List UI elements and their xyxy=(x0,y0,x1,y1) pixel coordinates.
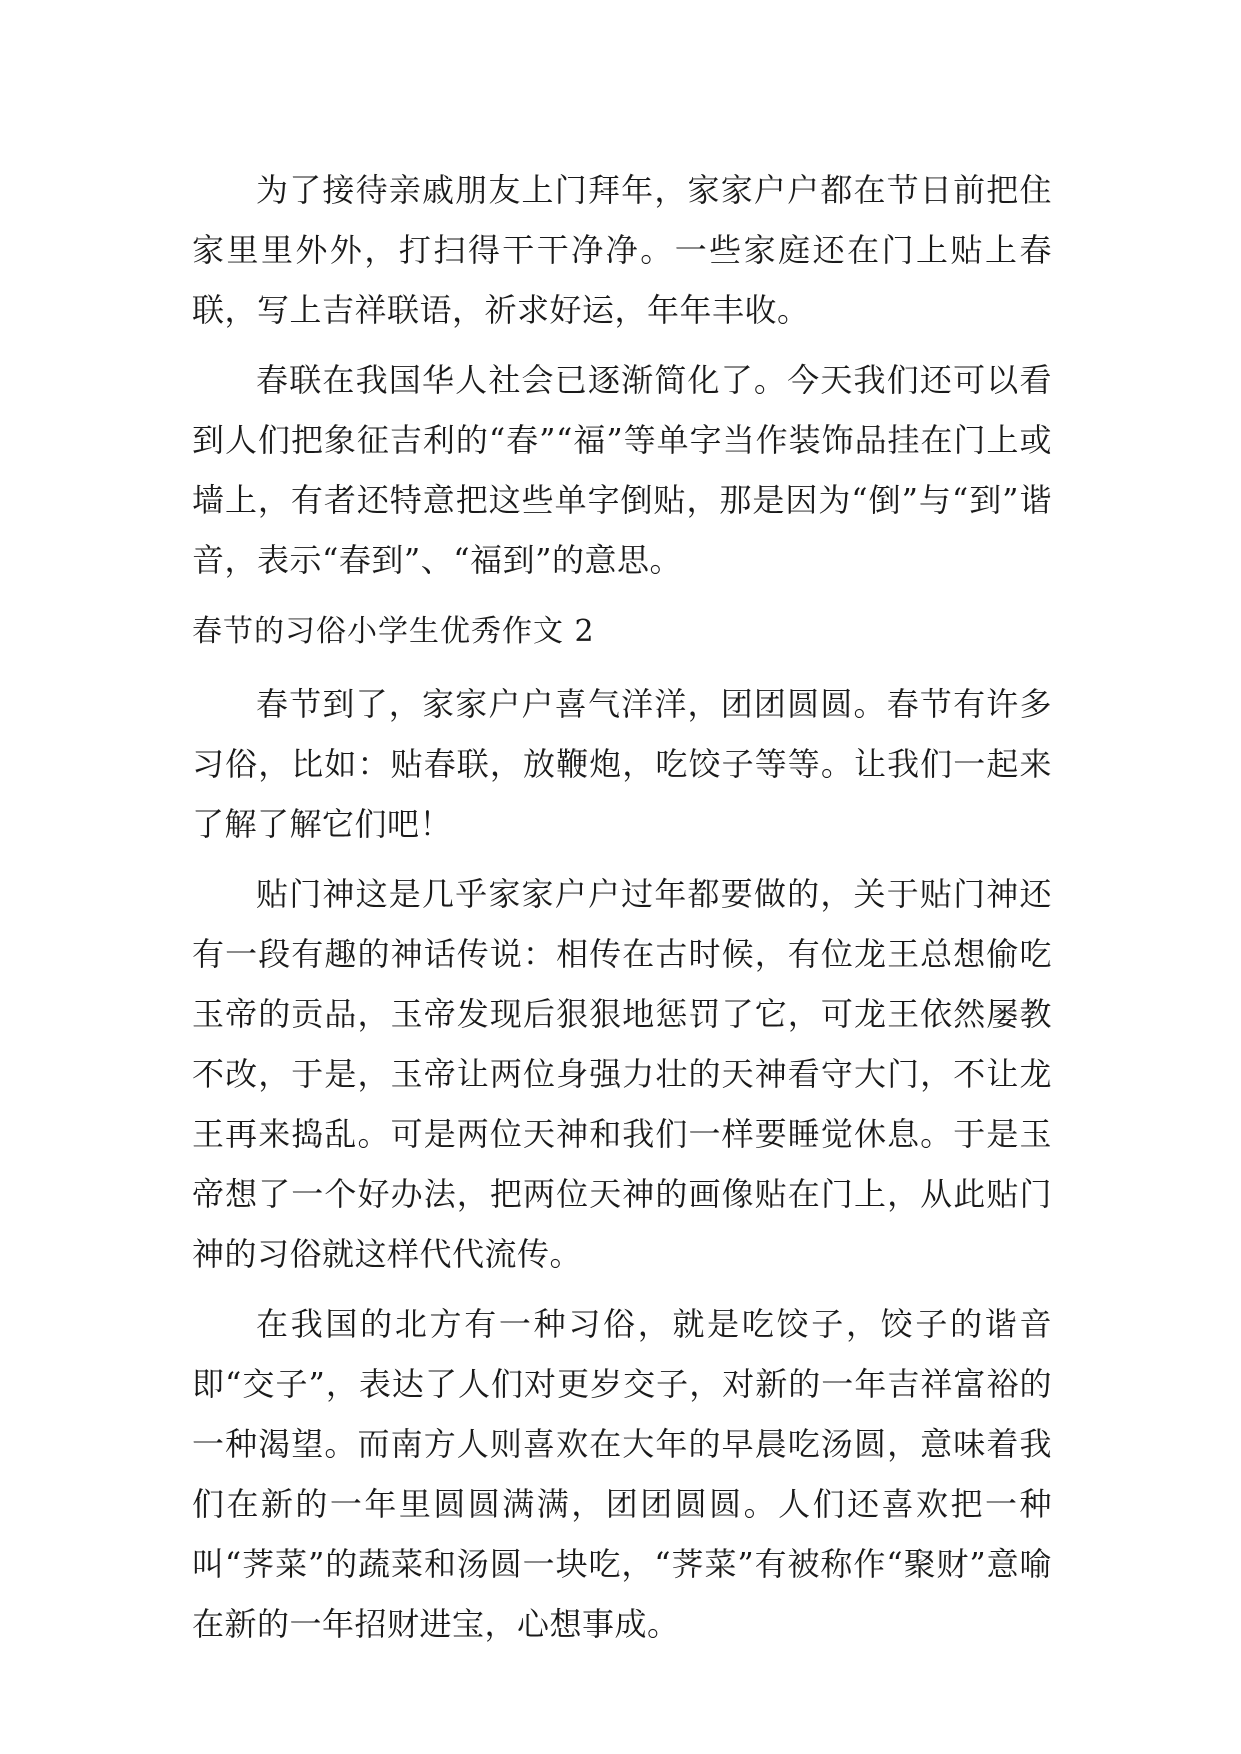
paragraph-door-gods: 贴门神这是几乎家家户户过年都要做的，关于贴门神还有一段有趣的神话传说：相传在古时候，有位龙王总想偷吃玉帝的贡品，玉帝发现后狠狠地惩罚了它，可龙王依然屡教不改，于是，玉帝让两位身强力壮的天神看守大门，不让龙王再来捣乱。可是两位天神和我们一样要睡觉休息。于是玉帝想了一个好办法，把两位天神的画像贴在门上，从此贴门神的习俗就这样代代流传。 xyxy=(192,875,1052,1273)
essay-heading: 春节的习俗小学生优秀作文 2 xyxy=(192,614,595,649)
paragraph-spring-festival-intro: 春节到了，家家户户喜气洋洋，团团圆圆。春节有许多习俗，比如：贴春联，放鞭炮，吃饺子等等。让我们一起来了解了解它们吧！ xyxy=(192,685,1052,843)
document-body xyxy=(192,160,1052,1664)
paragraph-fu-character: 春联在我国华人社会已逐渐简化了。今天我们还可以看到人们把象征吉利的“春”“福”等单字当作装饰品挂在门上或墙上，有者还特意把这些单字倒贴，那是因为“倒”与“到”谐音，表示“春到”、“福到”的意思。 xyxy=(192,361,1052,579)
paragraph-dumplings: 在我国的北方有一种习俗，就是吃饺子，饺子的谐音即“交子”，表达了人们对更岁交子，对新的一年吉祥富裕的一种渴望。而南方人则喜欢在大年的早晨吃汤圆，意味着我们在新的一年里圆圆满满，团团圆圆。人们还喜欢把一种叫“荠菜”的蔬菜和汤圆一块吃，“荠菜”有被称作“聚财”意喻在新的一年招财进宝，心想事成。 xyxy=(192,1305,1052,1643)
paragraph-cleaning-couplets: 为了接待亲戚朋友上门拜年，家家户户都在节日前把住家里里外外，打扫得干干净净。一些家庭还在门上贴上春联，写上吉祥联语，祈求好运，年年丰收。 xyxy=(192,171,1052,329)
